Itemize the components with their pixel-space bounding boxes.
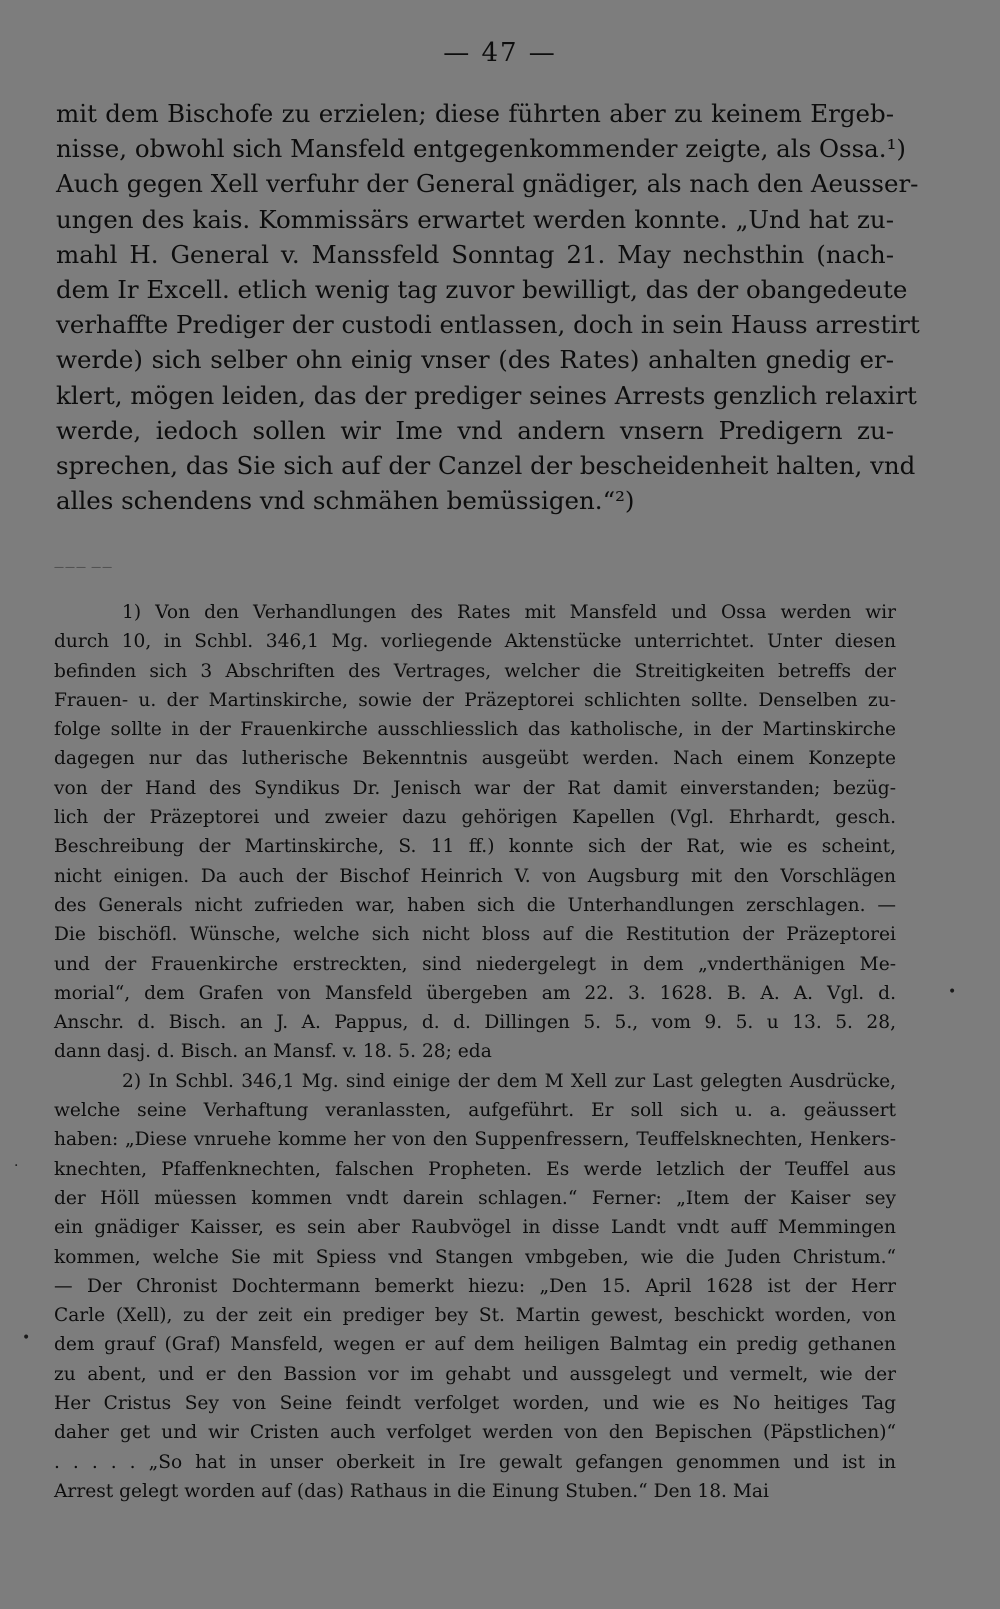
text-line: sprechen, das Sie sich auf der Canzel der bescheidenheit halten, vnd <box>56 451 916 481</box>
footnote-line: — Der Chronist Dochtermann bemerkt hiezu: „Den 15. April 1628 ist der Herr <box>54 1275 896 1297</box>
footnote-line: lich der Präzeptorei und zweier dazu gehörigen Kapellen (Vgl. Ehrhardt, gesch. <box>54 807 896 829</box>
footnote-line: kommen, welche Sie mit Spiess vnd Stangen vmbgeben, wie die Juden Christum.“ <box>54 1246 896 1268</box>
footnote-line: Her Cristus Sey von Seine feindt verfolget worden, und wie es No heitiges Tag <box>54 1393 896 1415</box>
margin-dot: • <box>22 1330 31 1346</box>
footnote-line: dann dasj. d. Bisch. an Mansf. v. 18. 5. 28; eda <box>54 1041 492 1063</box>
footnote-separator: ——— —— <box>54 562 114 573</box>
footnote-line: knechten, Pfaffenknechten, falschen Propheten. Es werde letzlich der Teuffel aus <box>54 1158 896 1180</box>
footnote-line: der Höll müessen kommen vndt darein schlagen.“ Ferner: „Item der Kaiser sey <box>54 1187 896 1209</box>
footnote-line: 2) In Schbl. 346,1 Mg. sind einige der dem M Xell zur Last gelegten Ausdrücke, <box>122 1070 896 1092</box>
footnote-line: nicht einigen. Da auch der Bischof Heinrich V. von Augsburg mit den Vorschlägen <box>54 865 896 887</box>
footnote-line: befinden sich 3 Abschriften des Vertrages, welcher die Streitigkeiten betreffs der <box>54 660 896 682</box>
text-line: mahl H. General v. Manssfeld Sonntag 21. May nechsthin (nach- <box>56 239 894 269</box>
text-line: dem Ir Excell. etlich wenig tag zuvor bewilligt, das der obangedeute <box>56 275 908 305</box>
footnote-line: des Generals nicht zufrieden war, haben sich die Unterhandlungen zerschlagen. — <box>54 894 896 916</box>
footnotes <box>54 598 896 1506</box>
footnote-line: und der Frauenkirche erstreckten, sind niedergelegt in dem „vnderthänigen Me- <box>54 953 896 975</box>
footnote-line: Anschr. d. Bisch. an J. A. Pappus, d. d. Dillingen 5. 5., vom 9. 5. u 13. 5. 28, <box>54 1012 896 1034</box>
footnote-line: folge sollte in der Frauenkirche ausschliesslich das katholische, in der Martinskirche <box>54 719 896 741</box>
footnote-line: welche seine Verhaftung veranlassten, aufgeführt. Er soll sich u. a. geäussert <box>54 1100 896 1122</box>
footnote-line: Frauen- u. der Martinskirche, sowie der Präzeptorei schlichten sollte. Denselben zu- <box>54 689 896 711</box>
page-number: — 47 — <box>443 38 557 68</box>
margin-dot: • <box>948 984 957 1000</box>
footnote-line: Arrest gelegt worden auf (das) Rathaus in die Einung Stuben.“ Den 18. Mai <box>54 1480 769 1502</box>
footnote-line: . . . . . „So hat in unser oberkeit in Ire gewalt gefangen genommen und ist in <box>54 1451 896 1473</box>
footnote-line: haben: „Diese vnruehe komme her von den Suppenfressern, Teuffelsknechten, Henkers- <box>54 1129 896 1151</box>
footnote-line: dagegen nur das lutherische Bekenntnis ausgeübt werden. Nach einem Konzepte <box>54 748 896 770</box>
text-line: werde, iedoch sollen wir Ime vnd andern vnsern Predigern zu- <box>56 415 894 445</box>
text-line: verhaffte Prediger der custodi entlassen, doch in sein Hauss arrestirt <box>56 310 920 340</box>
footnote-line: morial“, dem Grafen von Mansfeld übergeben am 22. 3. 1628. B. A. A. Vgl. d. <box>54 982 896 1004</box>
text-line: nisse, obwohl sich Mansfeld entgegenkommender zeigte, als Ossa.¹) <box>56 134 906 164</box>
text-line: ungen des kais. Kommissärs erwartet werden konnte. „Und hat zu- <box>56 204 894 234</box>
text-line: mit dem Bischofe zu erzielen; diese führten aber zu keinem Ergeb- <box>56 99 894 128</box>
footnote-line: Die bischöfl. Wünsche, welche sich nicht bloss auf die Restitution der Präzeptorei <box>54 924 896 946</box>
footnote-line: Beschreibung der Martinskirche, S. 11 ff.) konnte sich der Rat, wie es scheint, <box>54 836 896 858</box>
text-line: Auch gegen Xell verfuhr der General gnädiger, als nach den Aeusser- <box>56 169 919 199</box>
footnote-line: daher get und wir Cristen auch verfolget werden von den Bepischen (Päpstlichen)“ <box>54 1422 896 1444</box>
text-line: klert, mögen leiden, das der prediger seines Arrests genzlich relaxirt <box>56 380 917 410</box>
text-line: alles schendens vnd schmähen bemüssigen.“²) <box>56 486 635 516</box>
footnote-line: 1) Von den Verhandlungen des Rates mit Mansfeld und Ossa werden wir <box>122 602 896 623</box>
footnote-line: durch 10, in Schbl. 346,1 Mg. vorliegende Aktenstücke unterrichtet. Unter diesen <box>54 631 896 653</box>
footnote-line: dem grauf (Graf) Mansfeld, wegen er auf dem heiligen Balmtag ein predig gethanen <box>54 1334 896 1356</box>
footnote-line: ein gnädiger Kaisser, es sein aber Raubvögel in disse Landt vndt auff Memmingen <box>54 1217 896 1239</box>
footnote-line: zu abent, und er den Bassion vor im gehabt und aussgelegt und vermelt, wie der <box>54 1363 896 1385</box>
main-text <box>56 96 920 518</box>
footnote-line: von der Hand des Syndikus Dr. Jenisch war der Rat damit einverstanden; bezüg- <box>54 777 896 799</box>
footnote-line: Carle (Xell), zu der zeit ein prediger bey St. Martin gewest, beschickt worden, von <box>54 1305 896 1327</box>
margin-dot: · <box>14 1158 19 1174</box>
text-line: werde) sich selber ohn einig vnser (des Rates) anhalten gnedig er- <box>56 345 894 375</box>
